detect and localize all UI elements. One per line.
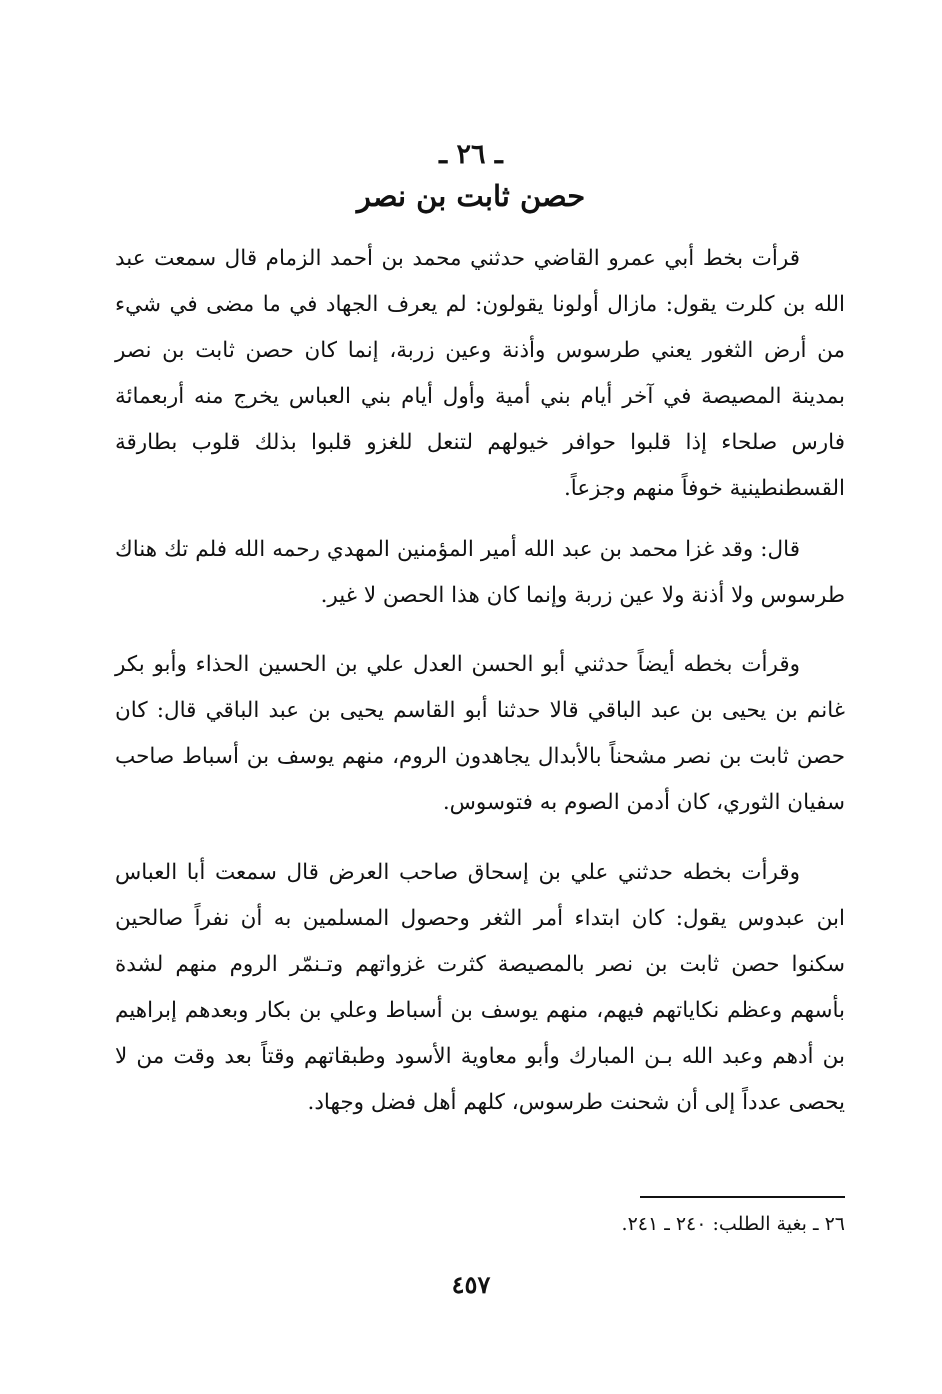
body-paragraph-3 [115, 642, 845, 826]
footnote-divider [640, 1196, 845, 1198]
body-paragraph-4 [115, 850, 845, 1126]
footnote: ٢٦ ـ بغية الطلب: ٢٤٠ ـ ٢٤١. [621, 1213, 845, 1235]
body-paragraph-2 [115, 527, 845, 619]
paragraph-text: وقرأت بخطه أيضاً حدثني أبو الحسن العدل علي بن الحسين الحذاء وأبو بكر غانم بن يحيى بن عبد الباقي قالا حدثنا أبو القاسم يحيى بن عبد الباقي قال: كان حصن ثابت بن نصر مشحناً بالأبدال يجاهدون الروم، منهم يوسف بن أسباط صاحب سفيان الثوري، كان أدمن الصوم به فتوسوس. [115, 652, 845, 815]
body-paragraph-1 [115, 236, 845, 512]
paragraph-text: قال: وقد غزا محمد بن عبد الله أمير المؤمنين المهدي رحمه الله فلم تك هناك طرسوس ولا أذنة ولا عين زربة وإنما كان هذا الحصن لا غير. [115, 537, 845, 608]
entry-number: ـ ٢٦ ـ [439, 139, 503, 170]
page-number: ٤٥٧ [451, 1270, 491, 1299]
entry-title: حصن ثابت بن نصر [356, 179, 586, 213]
paragraph-text: قرأت بخط أبي عمرو القاضي حدثني محمد بن أحمد الزمام قال سمعت عبد الله بن كلرت يقول: مازال أولونا يقولون: لم يعرف الجهاد في ما مضى في شيء من أرض الثغور يعني طرسوس وأذنة وعين زربة، إنما كان حصن ثابت بن نصر بمدينة المصيصة في آخر أيام بني أمية وأول أيام بني العباس يخرج منه أربعمائة فارس صلحاء إذا قلبوا حوافر خيولهم لتنعل للغزو قلبوا بذلك قلوب بطارقة القسطنطينية خوفاً منهم وجزعاً. [115, 246, 845, 501]
paragraph-text: وقرأت بخطه حدثني علي بن إسحاق صاحب العرض قال سمعت أبا العباس ابن عبدوس يقول: كان ابتداء أمر الثغر وحصول المسلمين به أن نفراً صالحين سكنوا حصن ثابت بن نصر بالمصيصة كثرت غزواتهم وتـنمّر الروم منهم لشدة بأسهم وعظم نكاياتهم فيهم، منهم يوسف بن أسباط وعلي بن بكار وبعدهم إبراهيم بن أدهم وعبد الله بـن المبارك وأبو معاوية الأسود وطبقاتهم وقتاً بعد وقت من لا يحصى عدداً إلى أن شحنت طرسوس، كلهم أهل فضل وجهاد. [115, 860, 845, 1115]
